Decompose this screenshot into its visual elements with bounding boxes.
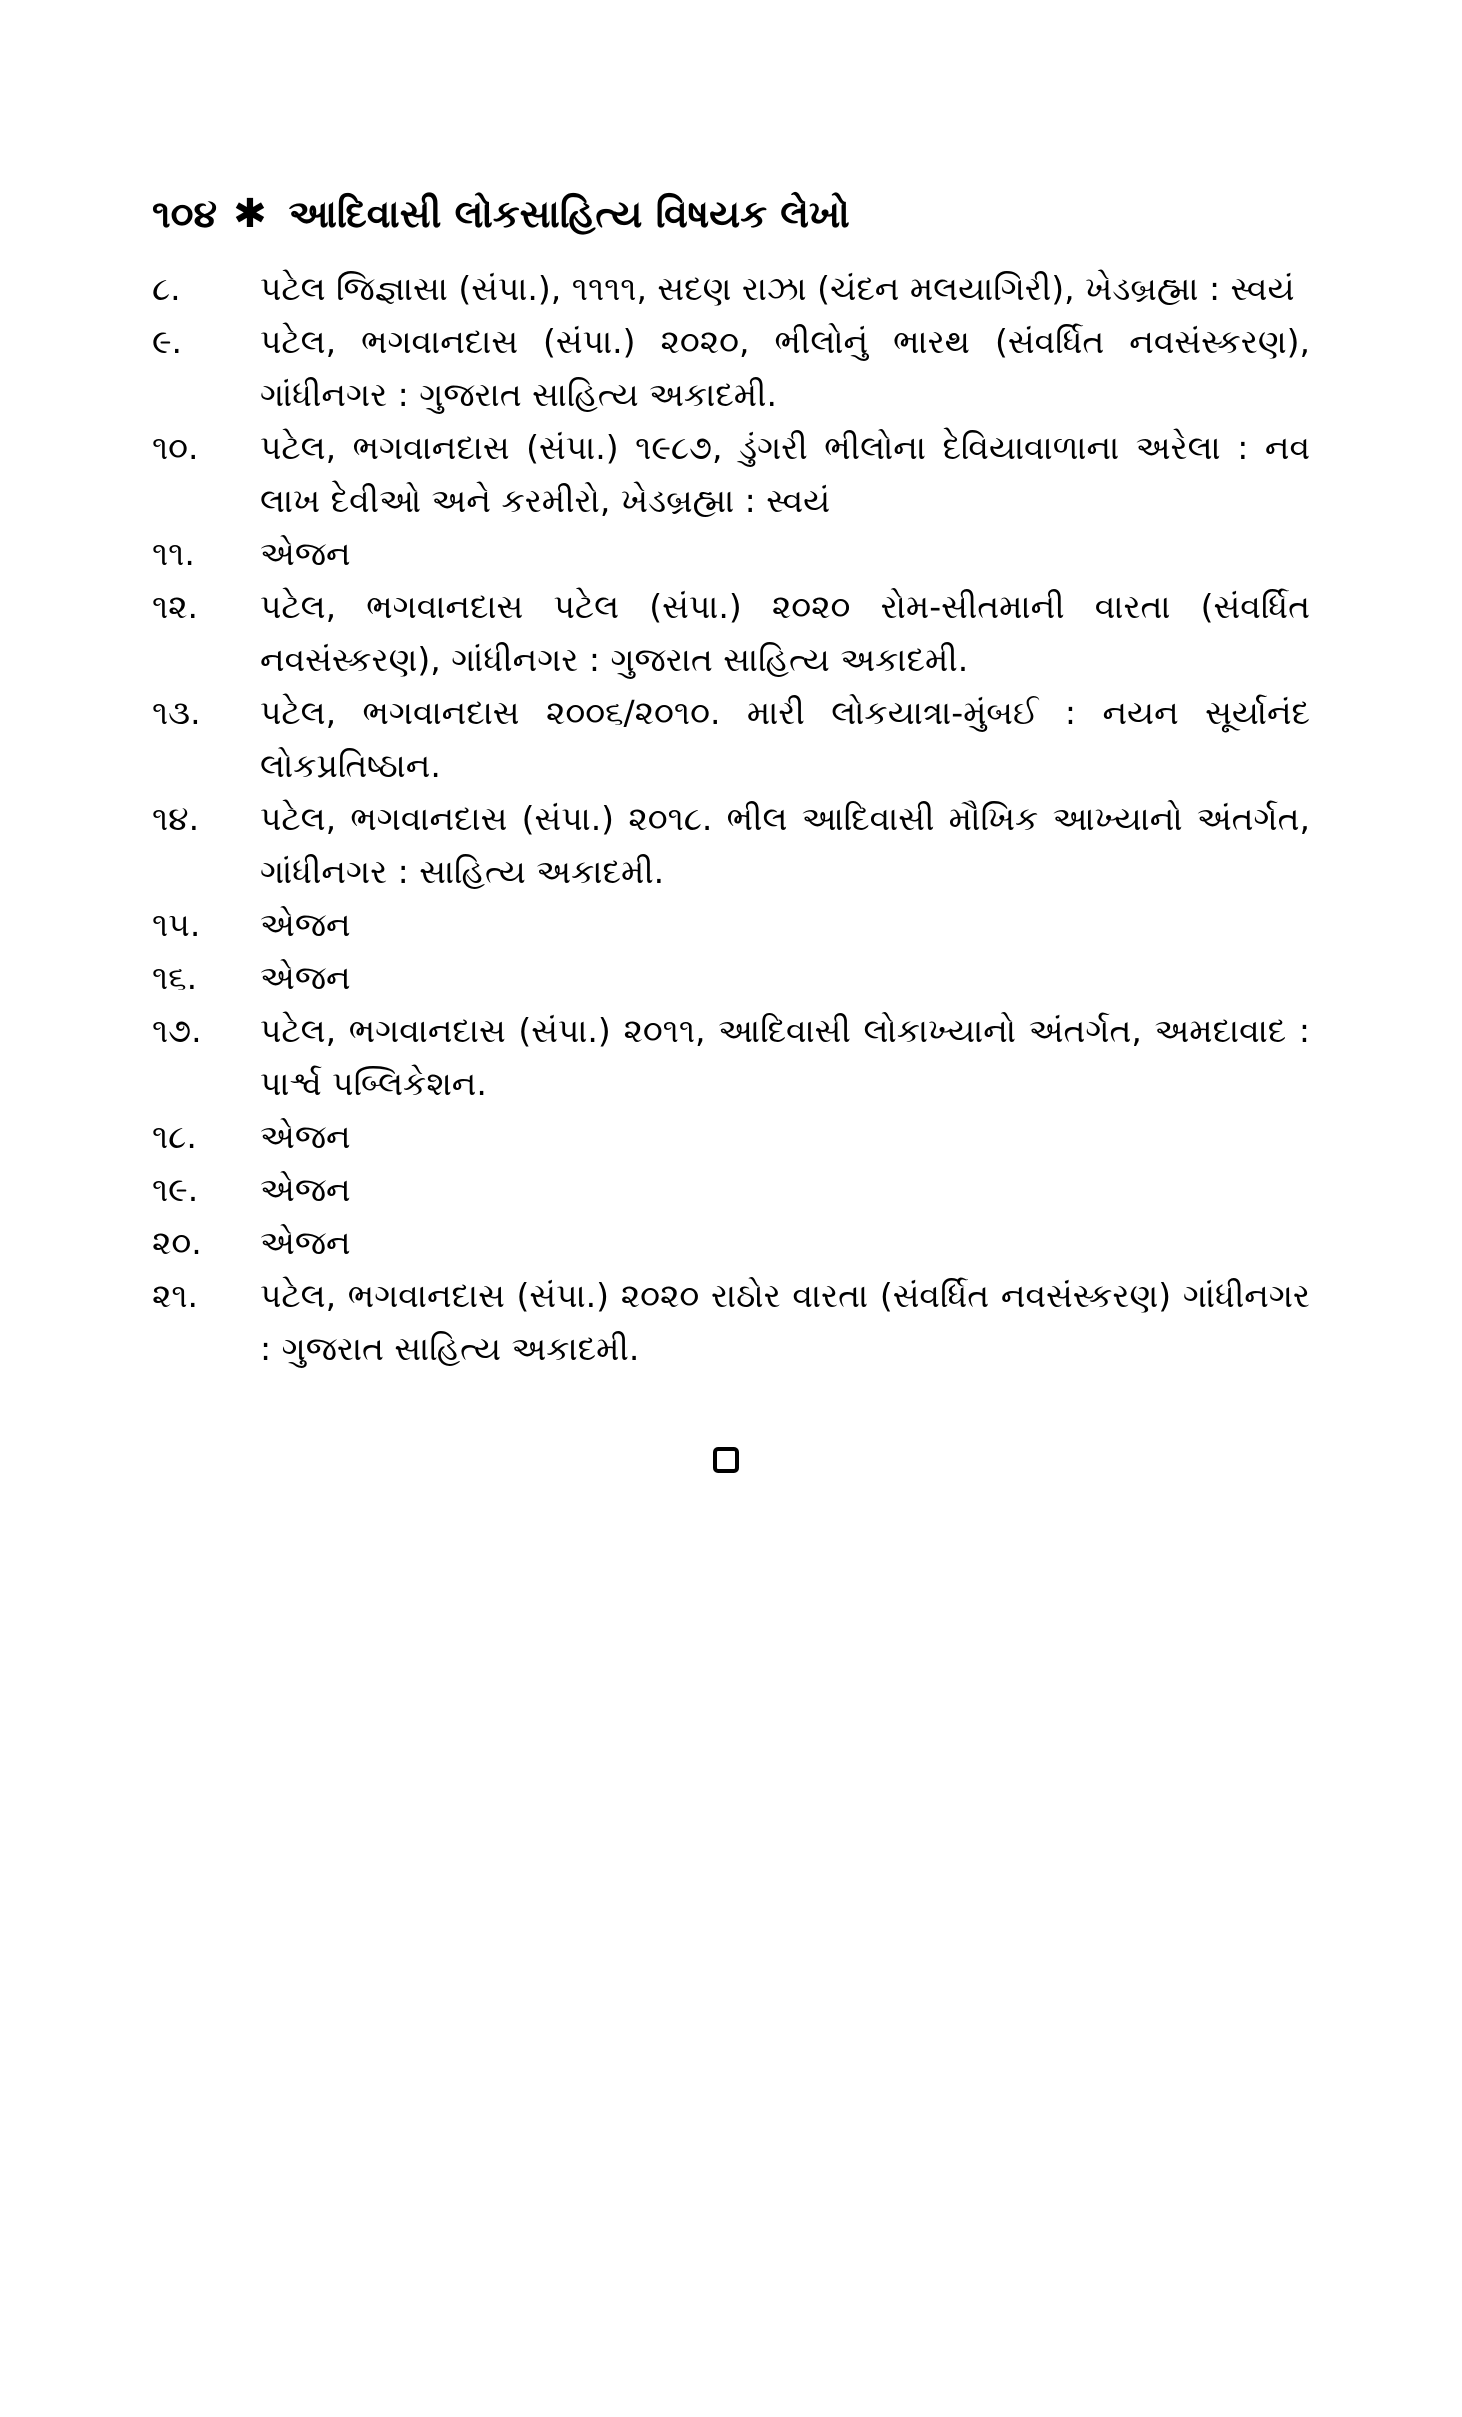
reference-number: ૧૩. [152, 693, 201, 732]
reference-item [152, 1216, 1310, 1269]
reference-number: ૧૪. [152, 799, 200, 838]
reference-number: ૧૯. [152, 1170, 199, 1209]
reference-number: ૧૧. [152, 534, 195, 573]
reference-item [152, 951, 1310, 1004]
reference-text: પટેલ, ભગવાનદાસ (સંપા.) ૧૯૮૭, ડુંગરી ભીલોના દેવિયાવાળાના અરેલા : નવ લાખ દેવીઓ અને કરમીરો, ખેડબ્રહ્મા : સ્વયં [260, 428, 1310, 520]
reference-number: ૧૮. [152, 1117, 197, 1156]
reference-text: પટેલ, ભગવાનદાસ (સંપા.) ૨૦૨૦ રાઠોર વારતા (સંવર્ધિત નવસંસ્કરણ) ગાંધીનગર : ગુજરાત સાહિત્ય અકાદમી. [260, 1276, 1310, 1368]
reference-item [152, 686, 1310, 792]
hollow-square-icon [713, 1447, 739, 1473]
reference-item [152, 1110, 1310, 1163]
reference-text: પટેલ, ભગવાનદાસ (સંપા.) ૨૦૧૧, આદિવાસી લોકાખ્યાનો અંતર્ગત, અમદાવાદ : પાર્શ્વ પબ્લિકેશન. [260, 1011, 1310, 1103]
reference-number: ૯. [152, 322, 183, 361]
reference-number: ૧૭. [152, 1011, 202, 1050]
page-number: ૧૦૪ [152, 191, 218, 236]
reference-text: એજન [260, 958, 351, 997]
reference-item [152, 315, 1310, 421]
reference-number: ૮. [152, 269, 181, 308]
reference-number: ૧૦. [152, 428, 199, 467]
reference-number: ૨૧. [152, 1276, 199, 1315]
reference-item [152, 527, 1310, 580]
reference-item [152, 262, 1310, 315]
reference-number: ૧૬. [152, 958, 198, 997]
reference-item [152, 1269, 1310, 1375]
reference-item [152, 1163, 1310, 1216]
reference-item [152, 421, 1310, 527]
reference-text: પટેલ, ભગવાનદાસ (સંપા.) ૨૦૧૮. ભીલ આદિવાસી મૌખિક આખ્યાનો અંતર્ગત, ગાંધીનગર : સાહિત્ય અકાદમી. [260, 799, 1310, 891]
section-title: આદિવાસી લોકસાહિત્ય વિષયક લેખો [288, 191, 850, 236]
reference-item [152, 792, 1310, 898]
reference-text: પટેલ, ભગવાનદાસ (સંપા.) ૨૦૨૦, ભીલોનું ભારથ (સંવર્ધિત નવસંસ્કરણ), ગાંધીનગર : ગુજરાત સાહિત્ય અકાદમી. [260, 322, 1310, 414]
asterisk-icon: ✱ [233, 191, 267, 237]
reference-text: એજન [260, 534, 351, 573]
reference-number: ૧૨. [152, 587, 199, 626]
running-header [152, 182, 1352, 246]
reference-text: પટેલ જિજ્ઞાસા (સંપા.), ૧૧૧૧, સદણ રાઝા (ચંદન મલયાગિરી), ખેડબ્રહ્મા : સ્વયં [260, 269, 1295, 308]
reference-number: ૧૫. [152, 905, 201, 944]
reference-text: એજન [260, 905, 351, 944]
reference-text: એજન [260, 1223, 351, 1262]
reference-item [152, 898, 1310, 951]
reference-item [152, 580, 1310, 686]
reference-text: પટેલ, ભગવાનદાસ ૨૦૦૬/૨૦૧૦. મારી લોકયાત્રા-મુંબઈ : નયન સૂર્યાનંદ લોકપ્રતિષ્ઠાન. [260, 693, 1310, 785]
reference-number: ૨૦. [152, 1223, 202, 1262]
reference-item [152, 1004, 1310, 1110]
reference-text: એજન [260, 1117, 351, 1156]
reference-text: પટેલ, ભગવાનદાસ પટેલ (સંપા.) ૨૦૨૦ રોમ-સીતમાની વારતા (સંવર્ધિત નવસંસ્કરણ), ગાંધીનગર : ગુજરાત સાહિત્ય અકાદમી. [260, 587, 1310, 679]
references-list [152, 262, 1310, 1375]
reference-text: એજન [260, 1170, 351, 1209]
